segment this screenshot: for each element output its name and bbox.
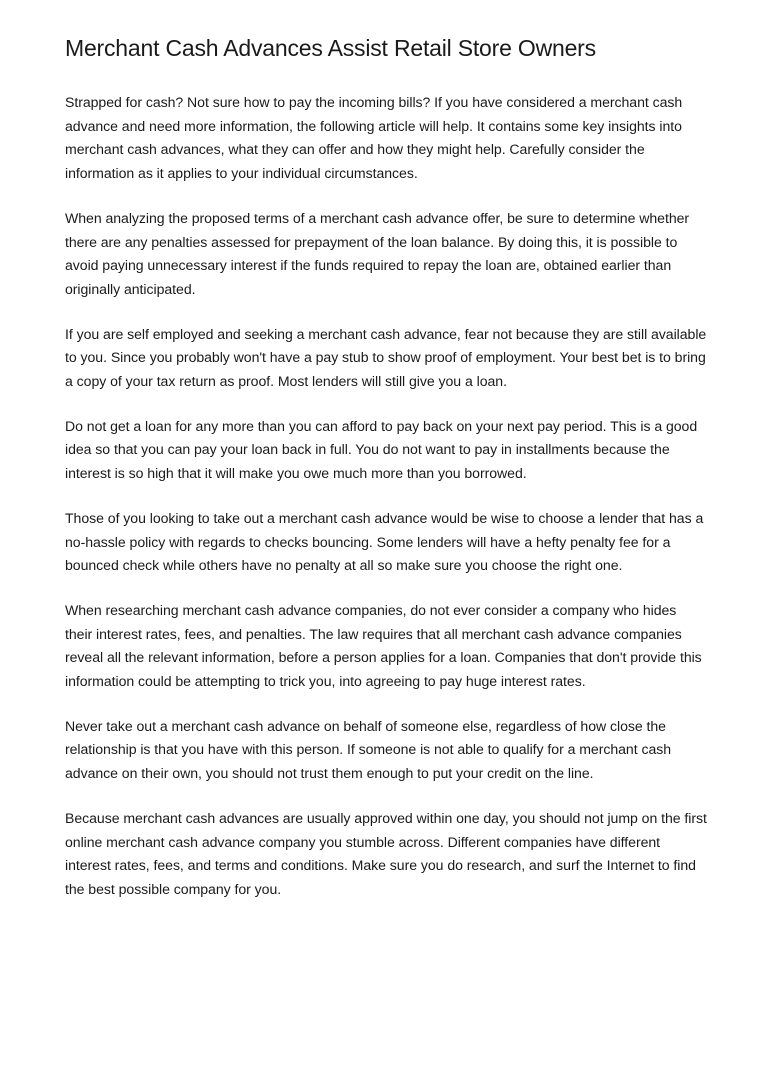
paragraph-1: Strapped for cash? Not sure how to pay the incoming bills? If you have considered a merchant cash advance and need more information, the following article will help. It contains some key insights into merchant cash advances, what they can offer and how they might help. Carefully consider the information as it applies to your individual circumstances. <box>65 94 683 182</box>
document-title: Merchant Cash Advances Assist Retail Store Owners <box>65 35 596 61</box>
paragraph-2: When analyzing the proposed terms of a merchant cash advance offer, be sure to determine whether there are any penalties assessed for prepayment of the loan balance. By doing this, it is possible to avoid paying unnecessary interest if the funds required to repay the loan are, obtained earlier than originally anticipated. <box>65 209 690 297</box>
paragraph-7: Never take out a merchant cash advance on behalf of someone else, regardless of how close the relationship is that you have with this person. If someone is not able to qualify for a merchant cash advance on their own, you should not trust them enough to put your credit on the line. <box>65 717 672 782</box>
paragraph-5: Those of you looking to take out a merchant cash advance would be wise to choose a lender that has a no-hassle policy with regards to checks bouncing. Some lenders will have a hefty penalty fee for a bounced check while others have no penalty at all so make sure you choose the right one. <box>65 509 704 574</box>
paragraph-8: Because merchant cash advances are usually approved within one day, you should not jump on the first online merchant cash advance company you stumble across. Different companies have different interest rates, fees, and terms and conditions. Make sure you do research, and surf the Internet to find the best possible company for you. <box>65 809 707 897</box>
paragraph-4: Do not get a loan for any more than you can afford to pay back on your next pay period. This is a good idea so that you can pay your loan back in full. You do not want to pay in installments because the interest is so high that it will make you owe much more than you borrowed. <box>65 417 698 482</box>
paragraph-6: When researching merchant cash advance companies, do not ever consider a company who hides their interest rates, fees, and penalties. The law requires that all merchant cash advance companies reveal all the relevant information, before a person applies for a loan. Companies that don't provide this information could be attempting to trick you, into agreeing to pay huge interest rates. <box>65 601 702 690</box>
document-page <box>65 32 707 923</box>
paragraph-3: If you are self employed and seeking a merchant cash advance, fear not because they are still available to you. Since you probably won't have a pay stub to show proof of employment. Your best bet is to bring a copy of your tax return as proof. Most lenders will still give you a loan. <box>65 325 707 390</box>
